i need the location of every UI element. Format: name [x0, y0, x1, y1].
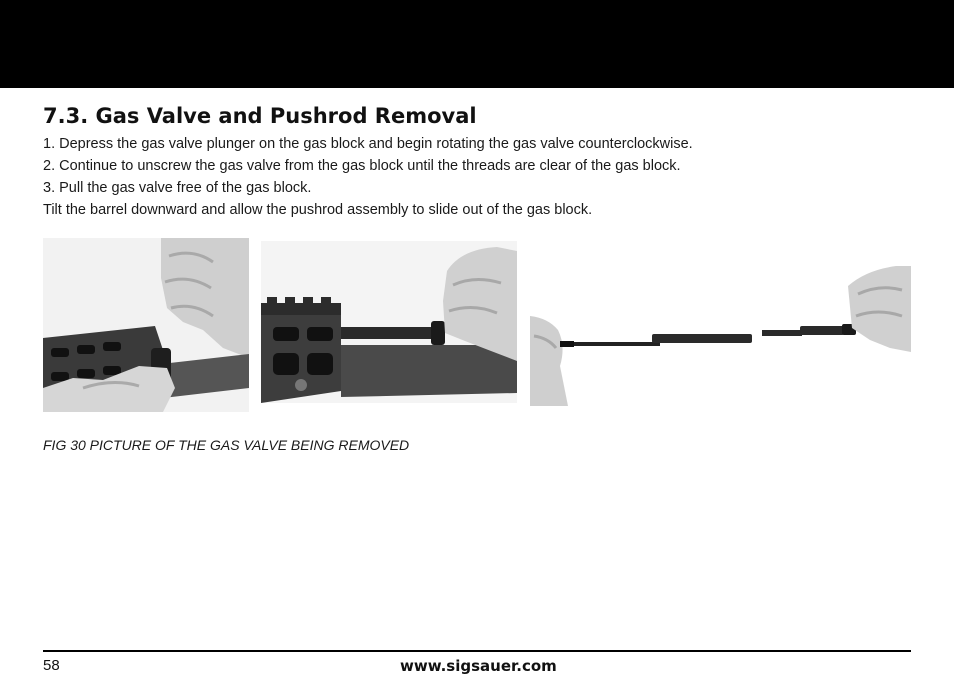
- photo-rotating-gas-valve: [43, 238, 249, 412]
- instruction-step-3: 3. Pull the gas valve free of the gas block.: [43, 180, 312, 196]
- instruction-list: [43, 133, 693, 221]
- figure-caption: FIG 30 PICTURE OF THE GAS VALVE BEING REMOVED: [43, 437, 410, 453]
- instruction-step-2: 2. Continue to unscrew the gas valve from the gas block until the threads are clear of the gas block.: [43, 158, 681, 174]
- instruction-step-4: Tilt the barrel downward and allow the pushrod assembly to slide out of the gas block.: [43, 202, 593, 218]
- section-title: 7.3. Gas Valve and Pushrod Removal: [43, 104, 477, 128]
- footer-divider: [43, 650, 911, 652]
- page-number: 58: [43, 657, 60, 674]
- header-bar: [0, 0, 954, 88]
- instruction-step-1: 1. Depress the gas valve plunger on the gas block and begin rotating the gas valve counterclockwise.: [43, 136, 693, 152]
- photo-pulling-gas-valve: [261, 241, 517, 403]
- photo-pushrod-assembly: [530, 266, 911, 406]
- website-url: www.sigsauer.com: [400, 657, 557, 675]
